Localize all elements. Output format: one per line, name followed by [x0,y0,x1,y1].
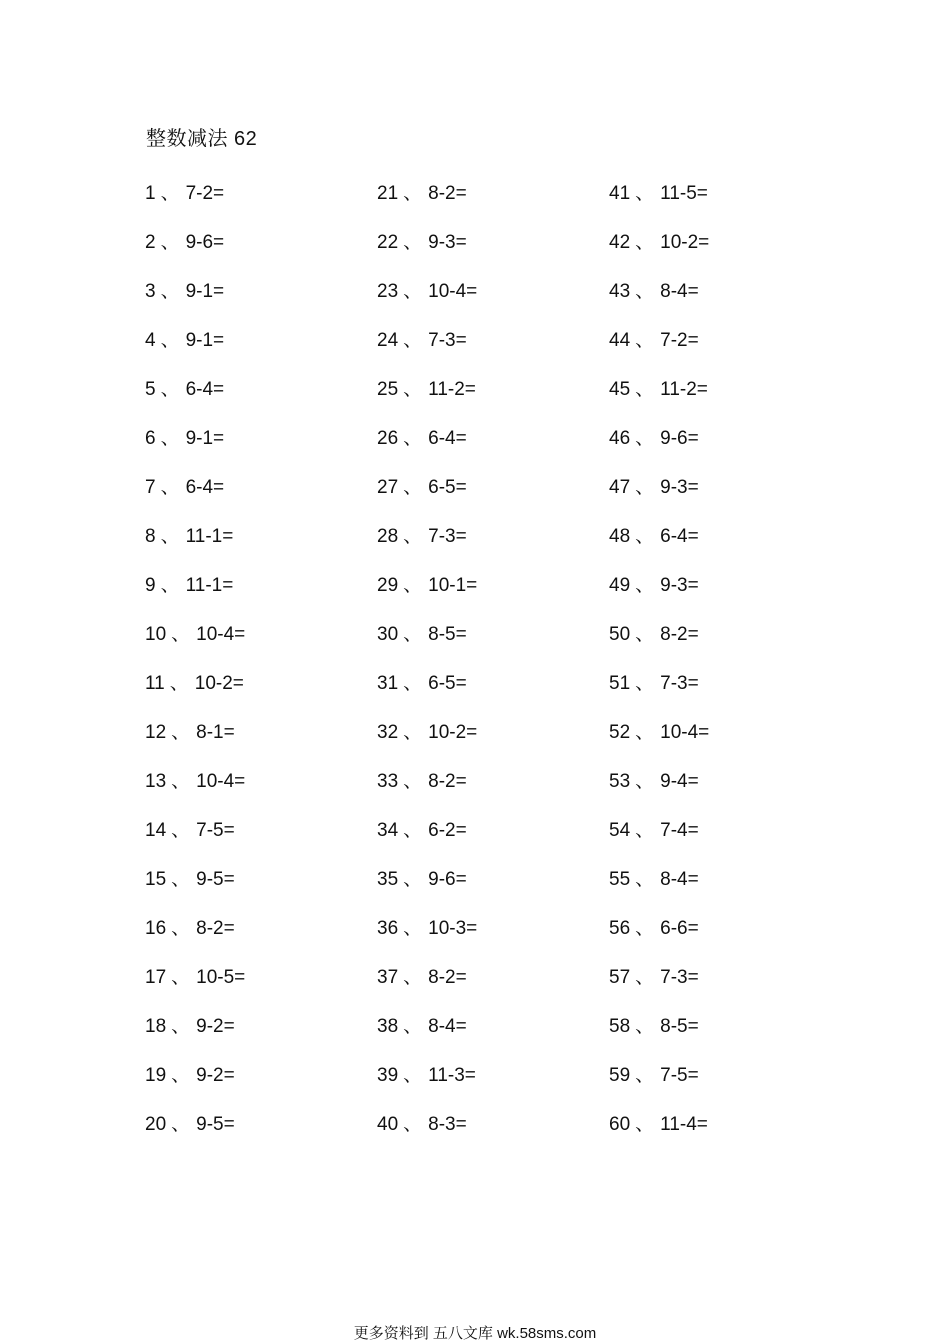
problem-separator: 、 [635,1065,655,1086]
problem-item [145,425,365,474]
problem-separator: 、 [635,330,655,351]
problem-expression: 8-2= [428,183,467,204]
problem-expression: 8-3= [428,1114,467,1135]
problem-number: 23 [377,281,399,302]
problem-expression: 8-2= [196,918,235,939]
problem-item [609,964,829,1013]
problem-expression: 9-2= [196,1016,235,1037]
problem-number: 15 [145,869,167,890]
problem-number: 19 [145,1065,167,1086]
problem-separator: 、 [403,918,423,939]
problem-expression: 8-4= [428,1016,467,1037]
problem-separator: 、 [171,869,191,890]
problem-expression: 9-6= [428,869,467,890]
problem-item [145,915,365,964]
problem-separator: 、 [403,428,423,449]
problem-separator: 、 [635,869,655,890]
problem-item [145,523,365,572]
problem-number: 21 [377,183,399,204]
problem-separator: 、 [403,330,423,351]
problem-separator: 、 [403,967,423,988]
problem-expression: 9-4= [660,771,699,792]
problem-item [377,768,597,817]
problem-expression: 9-3= [660,477,699,498]
problem-separator: 、 [171,967,191,988]
page-title: 整数减法 62 [146,128,258,150]
problem-item [609,376,829,425]
problem-number: 17 [145,967,167,988]
problem-item [377,278,597,327]
problem-number: 45 [609,379,631,400]
problem-number: 58 [609,1016,631,1037]
problem-expression: 7-3= [660,967,699,988]
problem-separator: 、 [171,1065,191,1086]
problem-number: 59 [609,1065,631,1086]
problem-separator: 、 [635,771,655,792]
problem-expression: 9-2= [196,1065,235,1086]
problem-number: 48 [609,526,631,547]
problem-expression: 10-4= [196,771,246,792]
problem-item [609,229,829,278]
problem-item [377,376,597,425]
problem-item [377,1062,597,1111]
problem-expression: 6-5= [428,477,467,498]
problem-item [145,376,365,425]
problem-expression: 6-4= [185,379,225,400]
problem-separator: 、 [403,1016,423,1037]
problem-item [145,719,365,768]
problem-number: 44 [609,330,631,351]
problem-separator: 、 [403,673,423,694]
problem-item [145,768,365,817]
problem-number: 60 [609,1114,631,1135]
problem-expression: 6-6= [660,918,699,939]
problem-separator: 、 [171,1114,191,1135]
problem-number: 1 [145,183,156,204]
problem-expression: 10-4= [660,722,710,743]
problem-expression: 9-1= [185,281,225,302]
problem-item [377,866,597,915]
problem-separator: 、 [171,820,191,841]
problem-number: 38 [377,1016,399,1037]
problem-item [377,572,597,621]
problem-separator: 、 [160,575,180,596]
problem-item [609,474,829,523]
problem-number: 28 [377,526,399,547]
problem-expression: 9-1= [185,330,225,351]
problem-expression: 6-4= [428,428,467,449]
problem-number: 20 [145,1114,167,1135]
problem-expression: 8-4= [660,869,699,890]
problem-separator: 、 [403,526,423,547]
problem-separator: 、 [635,918,655,939]
problem-separator: 、 [403,1065,423,1086]
problem-separator: 、 [403,771,423,792]
problem-column-3 [609,180,829,1160]
problem-separator: 、 [635,526,655,547]
problem-separator: 、 [160,526,180,547]
problem-expression: 7-5= [196,820,235,841]
problem-expression: 11-2= [660,379,708,400]
problem-expression: 10-2= [660,232,710,253]
problem-separator: 、 [403,183,423,204]
problem-item [377,964,597,1013]
problem-item [609,621,829,670]
problem-separator: 、 [160,183,180,204]
problem-item [145,817,365,866]
problem-separator: 、 [635,624,655,645]
problem-number: 33 [377,771,399,792]
problem-number: 37 [377,967,399,988]
problem-item [609,915,829,964]
problem-number: 30 [377,624,399,645]
problem-expression: 9-5= [196,869,235,890]
problem-number: 40 [377,1114,399,1135]
problem-item [377,523,597,572]
problem-item [377,1013,597,1062]
problem-expression: 7-2= [660,330,699,351]
problem-number: 2 [145,232,156,253]
problem-number: 32 [377,722,399,743]
problem-number: 42 [609,232,631,253]
problem-item [609,327,829,376]
problem-number: 43 [609,281,631,302]
problem-item [609,670,829,719]
problem-expression: 10-2= [194,673,244,694]
problem-item [609,817,829,866]
problem-number: 26 [377,428,399,449]
problem-expression: 6-4= [185,477,225,498]
problem-separator: 、 [169,673,189,694]
problem-expression: 11-1= [185,526,234,547]
problem-item [377,425,597,474]
problem-number: 47 [609,477,631,498]
problem-item [145,180,365,229]
problem-separator: 、 [171,722,191,743]
problem-expression: 8-5= [660,1016,699,1037]
problem-item [145,964,365,1013]
problem-expression: 7-3= [660,673,699,694]
problem-expression: 7-3= [428,330,467,351]
problem-separator: 、 [635,820,655,841]
problem-separator: 、 [635,1114,655,1135]
problem-expression: 6-5= [428,673,467,694]
problem-item [377,180,597,229]
problem-number: 22 [377,232,399,253]
problem-separator: 、 [403,1114,423,1135]
problem-item [377,474,597,523]
problem-number: 57 [609,967,631,988]
problem-item [609,523,829,572]
problem-expression: 8-1= [196,722,235,743]
problem-item [145,1111,365,1160]
problem-number: 27 [377,477,399,498]
problem-separator: 、 [403,575,423,596]
problem-separator: 、 [171,624,191,645]
problem-item [609,719,829,768]
problem-number: 12 [145,722,167,743]
problem-separator: 、 [635,477,655,498]
problem-number: 34 [377,820,399,841]
problem-item [377,719,597,768]
problem-item [377,229,597,278]
problem-expression: 11-1= [185,575,234,596]
problem-item [609,278,829,327]
problem-expression: 8-2= [660,624,699,645]
problem-expression: 9-6= [660,428,699,449]
problem-item [145,278,365,327]
problem-item [145,327,365,376]
problem-item [377,915,597,964]
problem-number: 14 [145,820,167,841]
problem-expression: 7-4= [660,820,699,841]
problem-number: 39 [377,1065,399,1086]
problem-expression: 7-3= [428,526,467,547]
problem-item [609,572,829,621]
problem-number: 13 [145,771,167,792]
problem-item [377,1111,597,1160]
problem-item [145,229,365,278]
problem-number: 51 [609,673,631,694]
problem-expression: 10-3= [428,918,478,939]
problem-expression: 6-4= [660,526,699,547]
problem-item [145,572,365,621]
problem-expression: 9-6= [185,232,225,253]
problem-separator: 、 [403,722,423,743]
problem-separator: 、 [160,477,180,498]
problem-number: 16 [145,918,167,939]
problem-expression: 11-3= [428,1065,476,1086]
problem-number: 52 [609,722,631,743]
problem-separator: 、 [635,1016,655,1037]
problem-expression: 8-4= [660,281,699,302]
problem-number: 18 [145,1016,167,1037]
problem-expression: 9-3= [660,575,699,596]
problem-expression: 9-3= [428,232,467,253]
problem-number: 6 [145,428,156,449]
problem-separator: 、 [635,967,655,988]
problem-item [145,1013,365,1062]
problem-number: 24 [377,330,399,351]
problem-expression: 8-5= [428,624,467,645]
problem-expression: 11-5= [660,183,708,204]
problem-separator: 、 [403,232,423,253]
problem-expression: 9-1= [185,428,225,449]
problem-separator: 、 [403,624,423,645]
problem-expression: 7-5= [660,1065,699,1086]
problem-separator: 、 [403,820,423,841]
problem-item [609,425,829,474]
problem-item [145,474,365,523]
problem-item [609,1062,829,1111]
problem-number: 41 [609,183,631,204]
problem-expression: 8-2= [428,771,467,792]
problem-item [377,817,597,866]
problem-item [377,670,597,719]
problem-number: 53 [609,771,631,792]
problem-separator: 、 [635,183,655,204]
problem-number: 49 [609,575,631,596]
problem-item [609,1111,829,1160]
problem-separator: 、 [160,281,180,302]
problem-item [377,621,597,670]
problem-expression: 8-2= [428,967,467,988]
problem-separator: 、 [635,722,655,743]
problem-separator: 、 [403,281,423,302]
problem-number: 8 [145,526,156,547]
problem-item [377,327,597,376]
problem-number: 55 [609,869,631,890]
problem-number: 5 [145,379,156,400]
problem-separator: 、 [635,673,655,694]
problem-number: 54 [609,820,631,841]
problem-separator: 、 [171,771,191,792]
footer-watermark: 更多资料到 五八文库 wk.58sms.com [353,1325,597,1342]
problem-number: 11 [145,673,165,694]
problem-number: 36 [377,918,399,939]
problem-item [145,1062,365,1111]
problem-number: 46 [609,428,631,449]
problem-number: 31 [377,673,399,694]
problem-number: 9 [145,575,156,596]
problem-separator: 、 [635,281,655,302]
problem-number: 25 [377,379,399,400]
problem-number: 7 [145,477,156,498]
problem-number: 10 [145,624,167,645]
problem-separator: 、 [635,232,655,253]
problem-separator: 、 [635,575,655,596]
problem-number: 56 [609,918,631,939]
problem-separator: 、 [160,232,180,253]
problem-column-1 [145,180,365,1160]
problem-separator: 、 [635,379,655,400]
problem-expression: 10-5= [196,967,246,988]
problem-number: 3 [145,281,156,302]
problem-separator: 、 [171,918,191,939]
problem-item [609,768,829,817]
problem-item [609,180,829,229]
problem-item [145,866,365,915]
problem-expression: 10-4= [428,281,478,302]
problem-separator: 、 [160,330,180,351]
problem-number: 4 [145,330,156,351]
problem-expression: 11-2= [428,379,476,400]
problem-expression: 10-1= [428,575,478,596]
problem-expression: 11-4= [660,1114,708,1135]
problem-item [609,1013,829,1062]
problem-expression: 7-2= [185,183,225,204]
problem-column-2 [377,180,597,1160]
problem-separator: 、 [403,869,423,890]
problem-number: 35 [377,869,399,890]
problem-item [145,621,365,670]
problem-separator: 、 [171,1016,191,1037]
problem-expression: 10-4= [196,624,246,645]
problem-separator: 、 [635,428,655,449]
problem-separator: 、 [403,379,423,400]
problem-separator: 、 [403,477,423,498]
problem-item [609,866,829,915]
problem-expression: 10-2= [428,722,478,743]
problem-expression: 6-2= [428,820,467,841]
problem-separator: 、 [160,428,180,449]
problem-expression: 9-5= [196,1114,235,1135]
problem-number: 50 [609,624,631,645]
problem-number: 29 [377,575,399,596]
problem-item [145,670,365,719]
problem-separator: 、 [160,379,180,400]
